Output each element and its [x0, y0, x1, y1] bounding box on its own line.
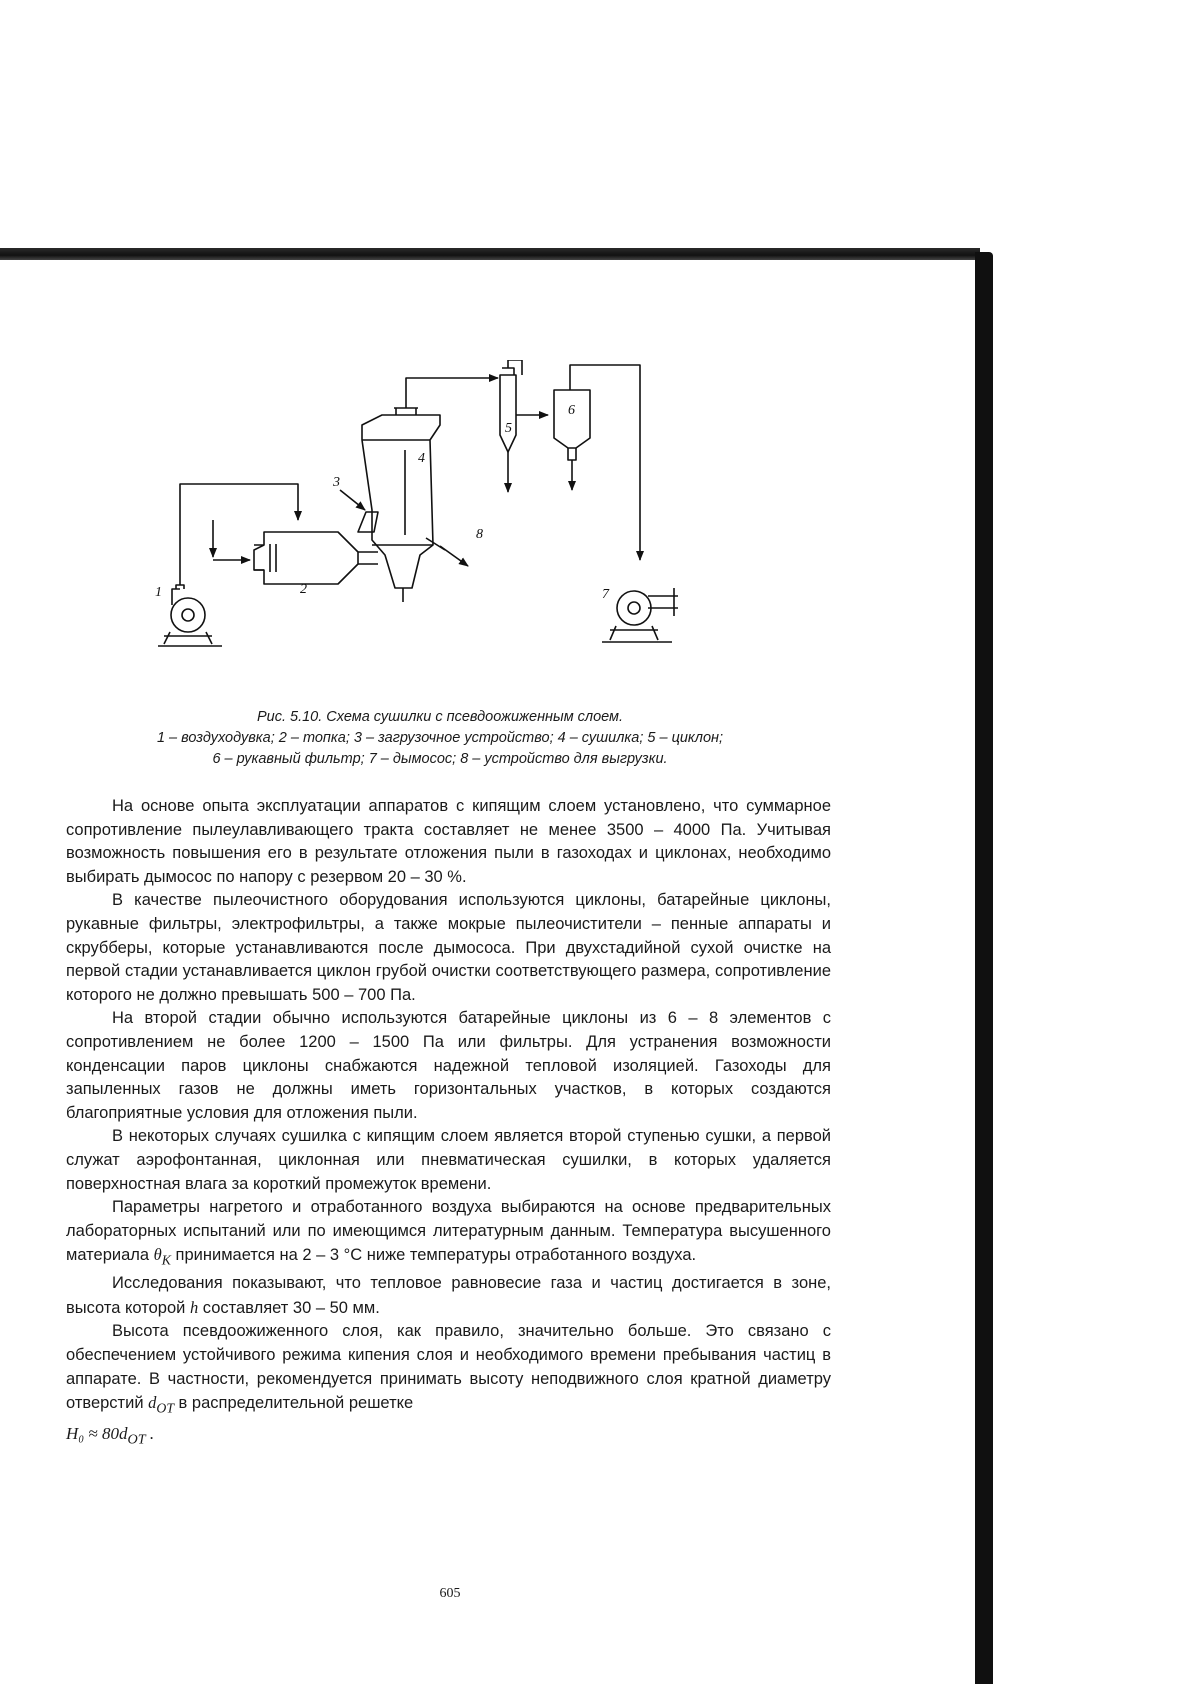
scan-right-border [975, 252, 993, 1684]
label-1: 1 [155, 585, 162, 600]
formula-h0: $H_0 \approx 80d_{ОТ}$ . [66, 1424, 155, 1448]
label-7: 7 [602, 587, 609, 602]
bag-filter-6 [554, 365, 640, 560]
paragraph-5: Параметры нагретого и отработанного воздуха выбираются на основе предварительных лабораторных испытаний или по имеющимся литературным данным. Температура высушенного материала $\theta_K$ принимается на 2 – 3 °С ниже температуры отработанного воздуха. [66, 1198, 831, 1268]
exhaust-fan-7 [602, 588, 678, 642]
figure-caption [60, 707, 820, 770]
label-8: 8 [476, 527, 483, 542]
scan-top-border [0, 248, 980, 260]
paragraph-6: Исследования показывают, что тепловое равновесие газа и частиц достигается в зоне, высота которой h составляет 30 – 50 мм. [66, 1274, 831, 1317]
page-number: 605 [439, 1586, 461, 1601]
caption-legend-line-2: 6 – рукавный фильтр; 7 – дымосос; 8 – устройство для выгрузки. [212, 751, 668, 767]
blower-1 [158, 585, 222, 646]
paragraph-2: В качестве пылеочистного оборудования используются циклоны, батарейные циклоны, рукавные фильтры, электрофильтры, а также мокрые пылеочистители – пенные аппараты и скрубберы, которые устанавливаются после дымососа. При двухстадийной сухой очистке на первой стадии устанавливается циклон грубой очистки соответствующего размера, сопротивление которого не должно превышать 500 – 700 Па. [66, 891, 831, 1004]
paragraph-4: В некоторых случаях сушилка с кипящим слоем является второй ступенью сушки, а первой служат аэрофонтанная, циклонная или пневматическая сушилки, в которых удаляется поверхностная влага за короткий промежуток времени. [66, 1127, 831, 1193]
label-4: 4 [418, 451, 425, 466]
dryer-schematic-figure [150, 360, 750, 700]
label-6: 6 [568, 403, 575, 418]
caption-legend-line-1: 1 – воздуходувка; 2 – топка; 3 – загрузочное устройство; 4 – сушилка; 5 – циклон; [156, 730, 724, 746]
label-3: 3 [333, 475, 340, 490]
body-text [66, 795, 831, 1452]
theta-k-symbol: $\theta_K$ [153, 1245, 171, 1268]
h-symbol: h [189, 1297, 199, 1317]
d-ot-symbol: $d_{ОТ}$ [148, 1393, 174, 1416]
label-5: 5 [505, 421, 512, 436]
furnace-2 [254, 532, 378, 584]
caption-title: Рис. 5.10. Схема сушилки с псевдоожиженным слоем. [256, 709, 624, 725]
paragraph-7: Высота псевдоожиженного слоя, как правило, значительно больше. Это связано с обеспечением устойчивого режима кипения слоя и необходимого времени пребывания частиц в аппарате. В частности, рекомендуется принимать высоту неподвижного слоя кратной диаметру отверстий $d_{ОТ}$ в распределительной решетке [66, 1322, 831, 1416]
label-2: 2 [300, 582, 307, 597]
dryer-schematic-svg [150, 360, 750, 700]
paragraph-1: На основе опыта эксплуатации аппаратов с кипящим слоем установлено, что суммарное сопротивление пылеулавливающего тракта составляет не менее 3500 – 4000 Па. Учитывая возможность повышения его в результате отложения пыли в газоходах и циклонах, необходимо выбирать дымосос по напору с резервом 20 – 30 %. [66, 797, 831, 886]
paragraph-3: На второй стадии обычно используются батарейные циклоны из 6 – 8 элементов с сопротивлением не более 1200 – 1500 Па или фильтры. Для устранения возможности конденсации паров циклоны снабжаются надежной тепловой изоляцией. Газоходы для запыленных газов не должны иметь горизонтальных участков, в которых создаются благоприятные условия для отложения пыли. [66, 1009, 831, 1122]
dryer-4 [362, 408, 468, 602]
